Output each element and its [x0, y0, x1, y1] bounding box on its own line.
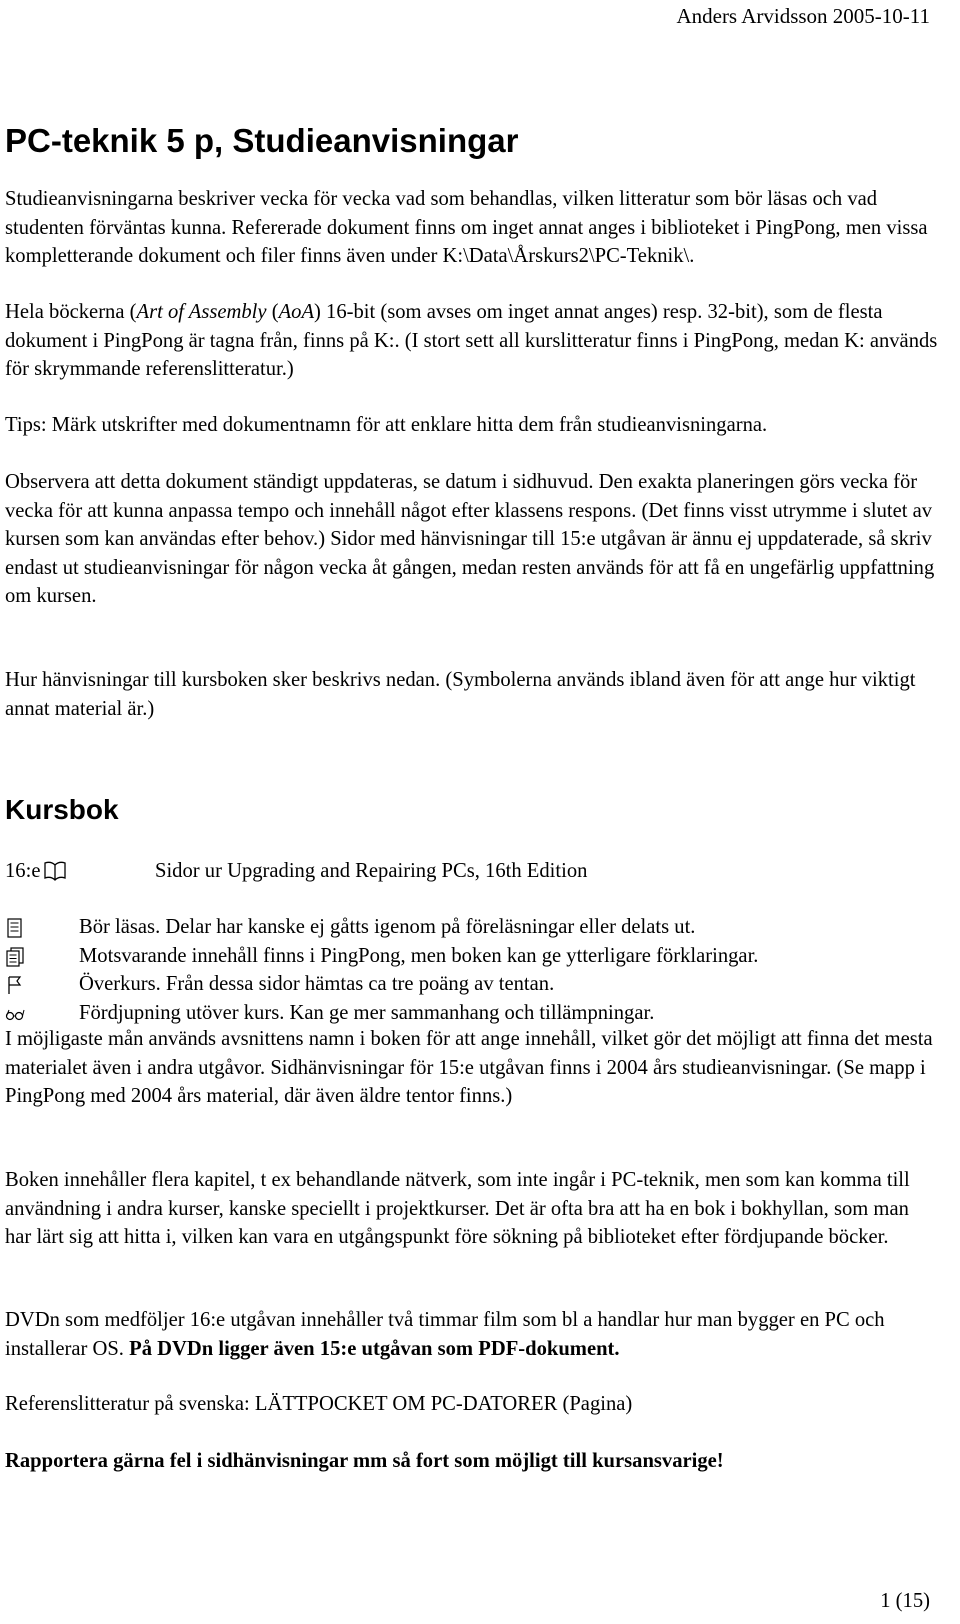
chapters-paragraph: Boken innehåller flera kapitel, t ex behandlande nätverk, som inte ingår i PC-teknik, men som kan komma till användning i andra kurser, kanske speciellt i projektkurser. Det är ofta bra att ha en bok i bokhyllan, som man har lärt sig att hitta i, vilken kan vara en utgångspunkt före sökning på biblioteket efter fördjupande böcker. — [5, 1169, 910, 1249]
flag-page-icon — [5, 975, 25, 995]
observe-paragraph: Observera att detta dokument ständigt uppdateras, se datum i sidhuvud. Den exakta planeringen görs vecka för vecka för att kunna anpassa tempo och innehåll något efter klassens respons. (Det finns visst utrymme i slutet av kursen som kan användas efter behov.) Sidor med hänvisningar till 15:e utgåvan är ännu ej uppdaterade, så skriv endast ut studieanvisningar för någon vecka åt gången, medan resten används för att få en ungefärlig uppfattning om kursen. — [5, 471, 935, 608]
aoa-text: AoA — [278, 301, 315, 323]
page-number: 1 (15) — [880, 1590, 930, 1612]
sections-paragraph: I möjligaste mån används avsnittens namn i boken för att ange innehåll, vilket gör det möjligt att finna det mesta materialet även i andra utgåvor. Sidhänvisningar för 15:e utgåvan finns i 2004 års studieanvisningar. (Se mapp i PingPong med 2004 års material, där även äldre tentor finns.) — [5, 1028, 933, 1108]
open-book-icon — [43, 861, 67, 881]
symbols-paragraph: Hur hänvisningar till kursboken sker beskrivs nedan. (Symbolerna används ibland även för att ange hur viktigt annat material är.) — [5, 669, 916, 720]
legend-text: Motsvarande innehåll finns i PingPong, men boken kan ge ytterligare förklaringar. — [79, 944, 759, 967]
dvd-pdf-note: På DVDn ligger även 15:e utgåvan som PDF-dokument. — [129, 1337, 620, 1360]
reference-literature: Referenslitteratur på svenska: LÄTTPOCKET OM PC-DATORER (Pagina) — [5, 1393, 633, 1415]
document-title: PC-teknik 5 p, Studieanvisningar — [5, 122, 519, 159]
dvd-paragraph — [5, 1306, 940, 1363]
dvd-text: DVDn som medföljer 16:e utgåvan innehåller två timmar film som bl a handlar hur man bygger en PC och installerar OS. — [5, 1309, 885, 1360]
edition-text: 16:e — [5, 860, 41, 882]
page-lines-icon — [5, 918, 25, 938]
books-text-a: Hela böckerna ( — [5, 301, 137, 323]
books-text-b: ( — [266, 301, 279, 323]
course-book-title: Sidor ur Upgrading and Repairing PCs, 16th Edition — [155, 860, 588, 882]
glasses-icon — [5, 1004, 25, 1024]
page-header-author-date: Anders Arvidsson 2005-10-11 — [676, 4, 930, 28]
books-text-c: ) 16-bit (som avses om inget annat anges) resp. 32-bit), som de flesta dokument i PingPong är tagna från, finns på K:. (I stort sett all kurslitteratur finns i PingPong, medan K: används för skrymmande referenslitteratur.) — [5, 301, 938, 381]
art-of-assembly-text: Art of Assembly — [136, 301, 267, 323]
edition-label — [5, 857, 67, 885]
report-errors-note: Rapportera gärna fel i sidhänvisningar mm så fort som möjligt till kursansvarige! — [5, 1450, 724, 1472]
legend-text: Bör läsas. Delar har kanske ej gåtts igenom på föreläsningar eller delats ut. — [79, 916, 696, 938]
tips-paragraph: Tips: Märk utskrifter med dokumentnamn för att enklare hitta dem från studieanvisningarna. — [5, 414, 768, 436]
books-paragraph — [5, 298, 940, 384]
intro-paragraph: Studieanvisningarna beskriver vecka för vecka vad som behandlas, vilken litteratur som bör läsas och vad studenten förväntas kunna. Refererade dokument finns om inget annat anges i biblioteket i PingPong, men vissa kompletterande dokument och filer finns även under K:\Data\Årskurs2\PC-Teknik\. — [5, 188, 928, 268]
kursbok-heading: Kursbok — [5, 794, 119, 825]
legend-text: Överkurs. Från dessa sidor hämtas ca tre poäng av tentan. — [79, 973, 555, 996]
stacked-pages-icon — [5, 947, 25, 967]
legend-text: Fördjupning utöver kurs. Kan ge mer sammanhang och tillämpningar. — [79, 1001, 655, 1024]
